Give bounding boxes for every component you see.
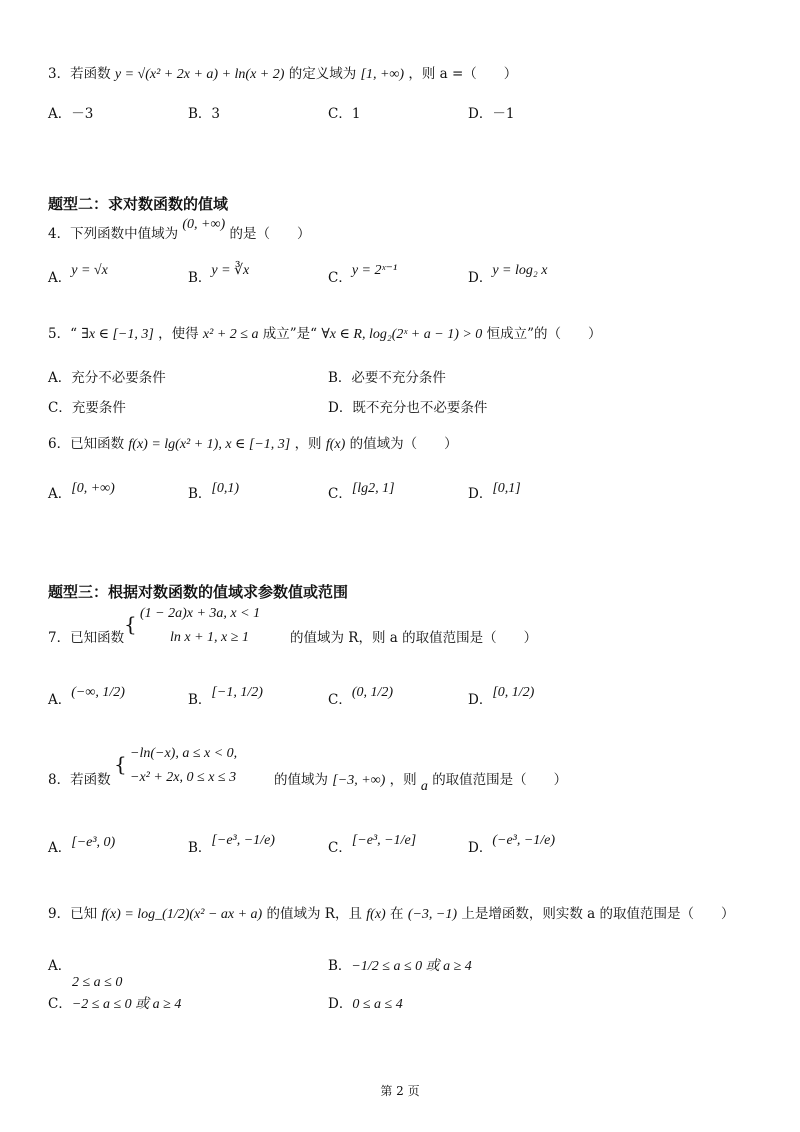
question-3-option-b: B．3 xyxy=(188,106,221,122)
brace-symbol: { xyxy=(124,612,137,636)
question-8-case-1: −ln(−x), a ≤ x < 0, xyxy=(130,746,238,761)
question-4-option-b: B．y = ∛x xyxy=(188,263,250,286)
question-4-option-a: A．y = √x xyxy=(48,263,108,286)
question-5-option-d: D．既不充分也不必要条件 xyxy=(328,400,488,416)
question-8-option-a: A．[−e³, 0) xyxy=(48,835,116,856)
question-8-stem-prefix: 8．若函数 xyxy=(48,772,111,788)
question-7-option-a: A．(−∞, 1/2) xyxy=(48,685,125,708)
question-6-option-a: A．[0, +∞) xyxy=(48,481,115,502)
question-5-stem: 5．“ ∃x ∈ [−1, 3] ，使得 x² + 2 ≤ a 成立”是“ ∀x ∈ R, log₂(2ˣ + a − 1) > 0 恒成立”的（ ） xyxy=(48,326,602,342)
question-4-stem: 4．下列函数中值域为 (0, +∞) 的是（ ） xyxy=(48,217,311,242)
question-4-option-c: C．y = 2ˣ⁻¹ xyxy=(328,263,398,286)
question-6-option-b: B．[0,1) xyxy=(188,481,240,502)
question-6-option-c: C．[lg2, 1] xyxy=(328,481,395,502)
question-3-option-d: D．－1 xyxy=(468,106,515,122)
question-8-option-b: B．[−e³, −1/e) xyxy=(188,833,275,856)
section-heading-2: 题型二：求对数函数的值域 xyxy=(48,195,229,213)
question-5-option-b: B．必要不充分条件 xyxy=(328,370,446,386)
question-4-option-d: D．y = log₂ x xyxy=(468,263,548,286)
question-7-stem-suffix: 的值域为 R，则 a 的取值范围是（ ） xyxy=(290,630,538,646)
question-5-option-c: C．充要条件 xyxy=(48,400,126,416)
question-7-stem-prefix: 7．已知函数 xyxy=(48,630,125,646)
section-heading-3: 题型三：根据对数函数的值域求参数值或范围 xyxy=(48,583,349,601)
question-6-stem: 6．已知函数 f(x) = lg(x² + 1), x ∈ [−1, 3] ，则 f(x) 的值域为（ ） xyxy=(48,436,458,452)
question-8-stem-rest: 的值域为 [−3, +∞) ，则 a 的取值范围是（ ） xyxy=(274,772,568,794)
question-7-option-d: D．[0, 1/2) xyxy=(468,685,535,708)
question-3-option-c: C．1 xyxy=(328,106,361,122)
question-7-option-c: C．(0, 1/2) xyxy=(328,685,394,708)
question-8-option-c: C．[−e³, −1/e] xyxy=(328,833,417,856)
question-7-case-1: (1 − 2a)x + 3a, x < 1 xyxy=(140,606,261,621)
question-8-case-2: −x² + 2x, 0 ≤ x ≤ 3 xyxy=(130,770,237,785)
question-9-option-d: D．0 ≤ a ≤ 4 xyxy=(328,996,403,1012)
brace-symbol: { xyxy=(114,752,127,776)
question-9-option-a: A． 2 ≤ a ≤ 0 xyxy=(48,958,123,990)
question-7-option-b: B．[−1, 1/2) xyxy=(188,685,263,708)
question-5-option-a: A．充分不必要条件 xyxy=(48,370,166,386)
question-6-option-d: D．[0,1] xyxy=(468,481,521,502)
question-3-stem: 3．若函数 y = √(x² + 2x + a) + ln(x + 2) 的定义域为 [1, +∞) ，则 a =（ ） xyxy=(48,66,518,82)
question-3-option-a: A．－3 xyxy=(48,106,94,122)
question-7-case-2: ln x + 1, x ≥ 1 xyxy=(170,630,249,645)
question-9-stem: 9．已知 f(x) = log_(1/2)(x² − ax + a) 的值域为 R，且 f(x) 在 (−3, −1) 上是增函数，则实数 a 的取值范围是（ ） xyxy=(48,906,735,922)
question-9-option-b: B．−1/2 ≤ a ≤ 0 或 a ≥ 4 xyxy=(328,958,472,974)
question-8-option-d: D．(−e³, −1/e) xyxy=(468,833,556,856)
page-number: 第 2 页 xyxy=(380,1084,420,1098)
question-9-option-c: C．−2 ≤ a ≤ 0 或 a ≥ 4 xyxy=(48,996,182,1012)
